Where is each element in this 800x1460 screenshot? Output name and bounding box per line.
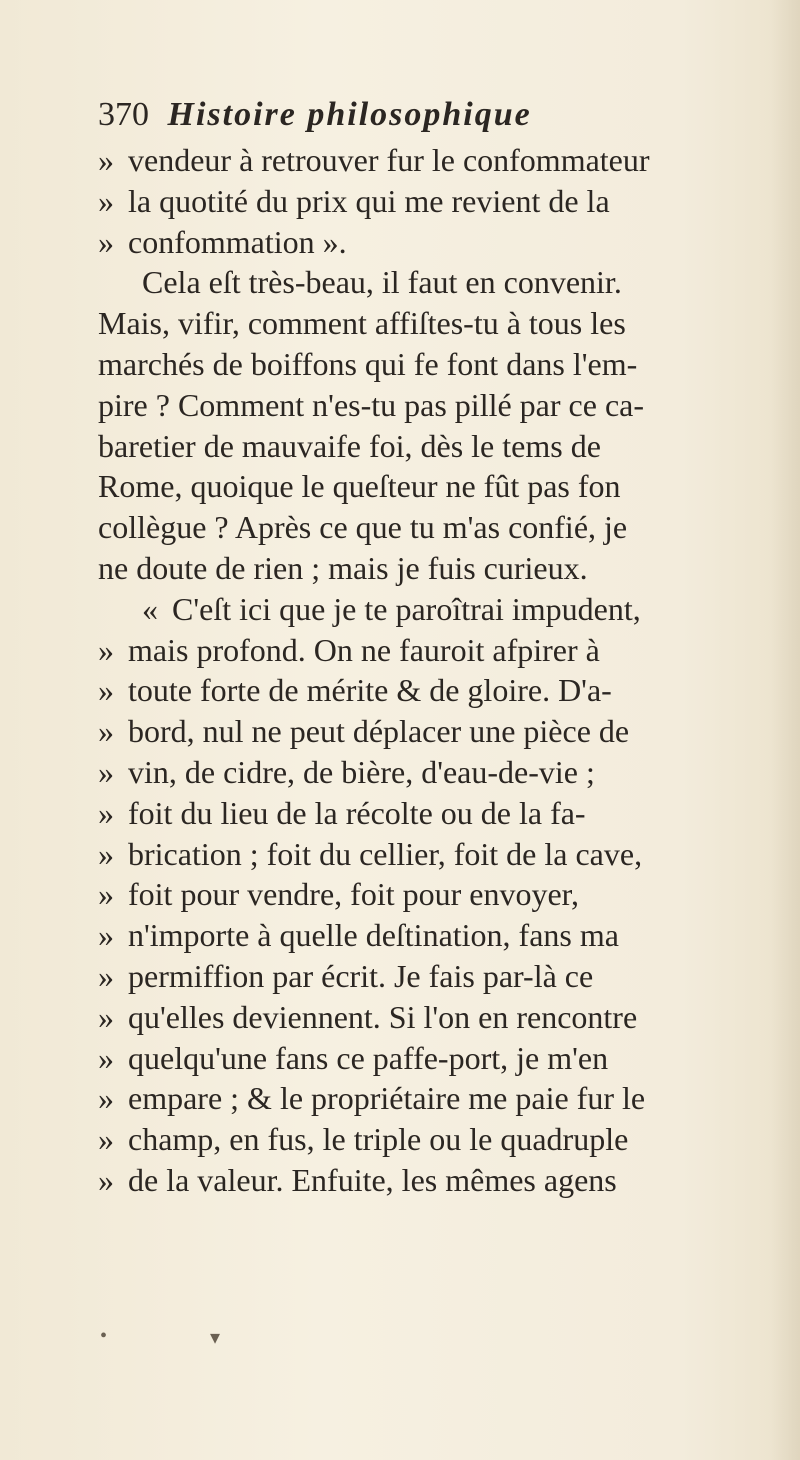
text-line	[98, 793, 788, 834]
line-text: vendeur à retrouver fur le confommateur	[128, 142, 650, 178]
quote-mark: »	[98, 1080, 114, 1117]
line-text: baretier de mauvaife foi, dès le tems de	[98, 427, 601, 464]
print-specks	[100, 1325, 260, 1355]
line-text: empare ; & le propriétaire me paie fur le	[128, 1080, 646, 1117]
quote-mark: »	[98, 1039, 114, 1076]
text-line	[98, 385, 788, 426]
line-text: de la valeur. Enfuite, les mêmes agens	[128, 1161, 617, 1198]
line-text: confommation ».	[128, 223, 347, 260]
text-line	[98, 548, 788, 589]
text-line	[98, 303, 788, 344]
line-text: quelqu'une fans ce paffe-port, je m'en	[128, 1039, 609, 1076]
text-line	[98, 956, 788, 997]
quote-mark: »	[98, 917, 114, 954]
text-line	[98, 997, 788, 1038]
line-text: toute forte de mérite & de gloire. D'a-	[128, 672, 612, 709]
line-text: Mais, vifir, comment affiſtes-tu à tous les	[98, 305, 626, 342]
running-header	[98, 92, 758, 138]
text-line	[98, 834, 788, 875]
line-text: Rome, quoique le queſteur ne fût pas fon	[98, 468, 621, 505]
quote-mark: »	[98, 672, 114, 709]
line-text: marchés de boiffons qui fe font dans l'em-	[98, 345, 638, 382]
line-text: bord, nul ne peut déplacer une pièce de	[128, 713, 630, 750]
text-line	[98, 426, 788, 467]
text-line	[98, 874, 788, 915]
text-line	[98, 466, 788, 507]
line-text: foit du lieu de la récolte ou de la fa-	[128, 794, 586, 831]
text-line	[98, 915, 788, 956]
running-title: Histoire philosophique	[167, 96, 532, 133]
line-text: permiffion par écrit. Je fais par-là ce	[128, 957, 594, 994]
line-text: n'importe à quelle deſtination, fans ma	[128, 917, 619, 954]
text-line	[98, 140, 788, 181]
line-text: vin, de cidre, de bière, d'eau-de-vie ;	[128, 753, 595, 790]
quote-mark: »	[98, 713, 114, 750]
quote-mark: »	[98, 1161, 114, 1198]
quote-mark: »	[98, 142, 114, 178]
text-line	[98, 752, 788, 793]
line-text: champ, en fus, le triple ou le quadruple	[128, 1121, 629, 1158]
quote-mark: »	[98, 794, 114, 831]
text-line	[98, 181, 788, 222]
text-line	[98, 1078, 788, 1119]
line-text: pire ? Comment n'es-tu pas pillé par ce ca-	[98, 386, 644, 423]
text-line	[98, 1119, 788, 1160]
text-line	[98, 1160, 788, 1201]
text-line	[98, 344, 788, 385]
line-text: la quotité du prix qui me revient de la	[128, 182, 610, 219]
quote-mark: »	[98, 182, 114, 219]
text-line	[98, 1038, 788, 1079]
quote-mark: »	[98, 957, 114, 994]
quote-mark: »	[98, 1121, 114, 1158]
line-text: foit pour vendre, foit pour envoyer,	[128, 876, 580, 913]
text-line	[98, 222, 788, 263]
speck-mark: ▾	[210, 1327, 221, 1349]
quote-mark: »	[98, 998, 114, 1035]
text-line	[98, 589, 788, 630]
quote-mark: »	[98, 223, 114, 260]
quote-mark: »	[98, 753, 114, 790]
text-line	[98, 630, 788, 671]
text-line	[98, 507, 788, 548]
quote-mark: »	[98, 876, 114, 913]
line-text: mais profond. On ne fauroit afpirer à	[128, 631, 600, 668]
quote-mark: «	[142, 590, 158, 627]
line-text: C'eſt ici que je te paroîtrai impudent,	[172, 590, 641, 627]
page-number: 370	[98, 96, 149, 133]
text-line	[98, 262, 788, 303]
text-line	[98, 670, 788, 711]
speck-mark: •	[100, 1325, 108, 1347]
text-line	[98, 711, 788, 752]
line-text: ne doute de rien ; mais je fuis curieux.	[98, 549, 588, 586]
line-text: Cela eſt très-beau, il faut en convenir.	[142, 264, 622, 301]
line-text: brication ; foit du cellier, foit de la cave,	[128, 835, 643, 872]
line-text: qu'elles deviennent. Si l'on en rencontre	[128, 998, 638, 1035]
quote-mark: »	[98, 835, 114, 872]
line-text: collègue ? Après ce que tu m'as confié, je	[98, 509, 628, 546]
body-text	[98, 140, 788, 1201]
quote-mark: »	[98, 631, 114, 668]
